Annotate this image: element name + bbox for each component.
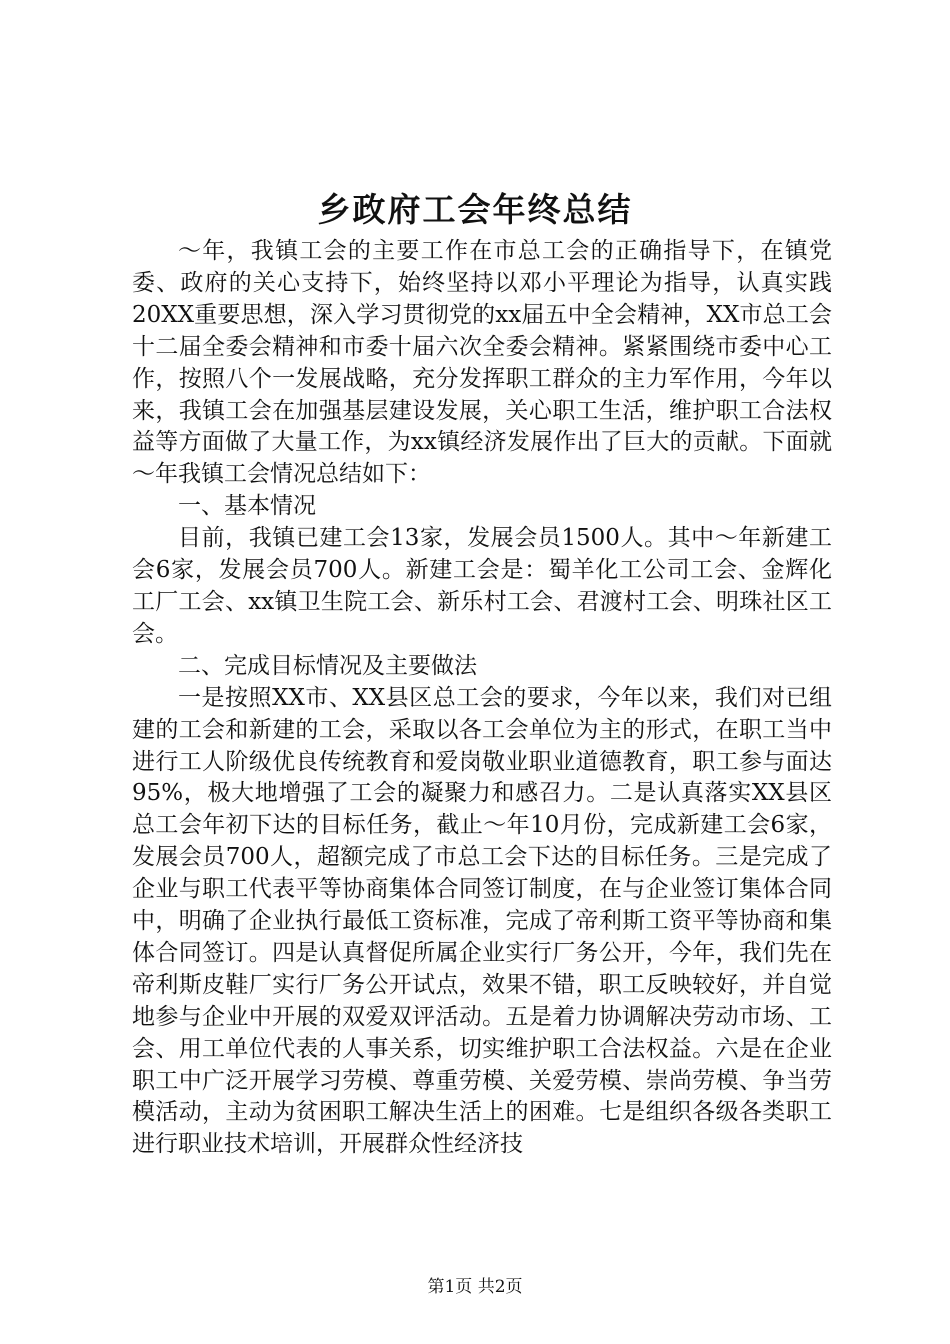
page-footer: 第1页 共2页 [427, 1277, 523, 1297]
goals-paragraph: 一是按照XX市、XX县区总工会的要求，今年以来，我们对已组建的工会和新建的工会，采取以各工会单位为主的形式，在职工当中进行工人阶级优良传统教育和爱岗敬业职业道德教育，职工参与面达95%，极大地增强了工会的凝聚力和感召力。二是认真落实XX县区总工会年初下达的目标任务，截止～年10月份，完成新建工会6家，发展会员700人，超额完成了市总工会下达的目标任务。三是完成了企业与职工代表平等协商集体合同签订制度，在与企业签订集体合同中，明确了企业执行最低工资标准，完成了帝利斯工资平等协商和集体合同签订。四是认真督促所属企业实行厂务公开，今年，我们先在帝利斯皮鞋厂实行厂务公开试点，效果不错，职工反映较好，并自觉地参与企业中开展的双爱双评活动。五是着力协调解决劳动市场、工会、用工单位代表的人事关系，切实维护职工合法权益。六是在企业职工中广泛开展学习劳模、尊重劳模、关爱劳模、崇尚劳模、争当劳模活动，主动为贫困职工解决生活上的困难。七是组织各级各类职工进行职业技术培训，开展群众性经济技 [132, 684, 832, 1158]
intro-paragraph: ～年，我镇工会的主要工作在市总工会的正确指导下，在镇党委、政府的关心支持下，始终坚持以邓小平理论为指导，认真实践20XX重要思想，深入学习贯彻党的xx届五中全会精神，XX市总工会十二届全委会精神和市委十届六次全委会精神。紧紧围绕市委中心工作，按照八个一发展战略，充分发挥职工群众的主力军作用，今年以来，我镇工会在加强基层建设发展，关心职工生活，维护职工合法权益等方面做了大量工作，为xx镇经济发展作出了巨大的贡献。下面就～年我镇工会情况总结如下： [132, 238, 832, 488]
document-title: 乡政府工会年终总结 [317, 190, 633, 229]
section-heading-basic: 一、基本情况 [178, 493, 316, 520]
document-body [132, 236, 832, 1161]
section-heading-goals: 二、完成目标情况及主要做法 [178, 652, 477, 679]
basic-situation-paragraph: 目前，我镇已建工会13家，发展会员1500人。其中～年新建工会6家，发展会员700人。新建工会是：蜀羊化工公司工会、金辉化工厂工会、xx镇卫生院工会、新乐村工会、君渡村工会、明珠社区工会。 [132, 525, 832, 647]
